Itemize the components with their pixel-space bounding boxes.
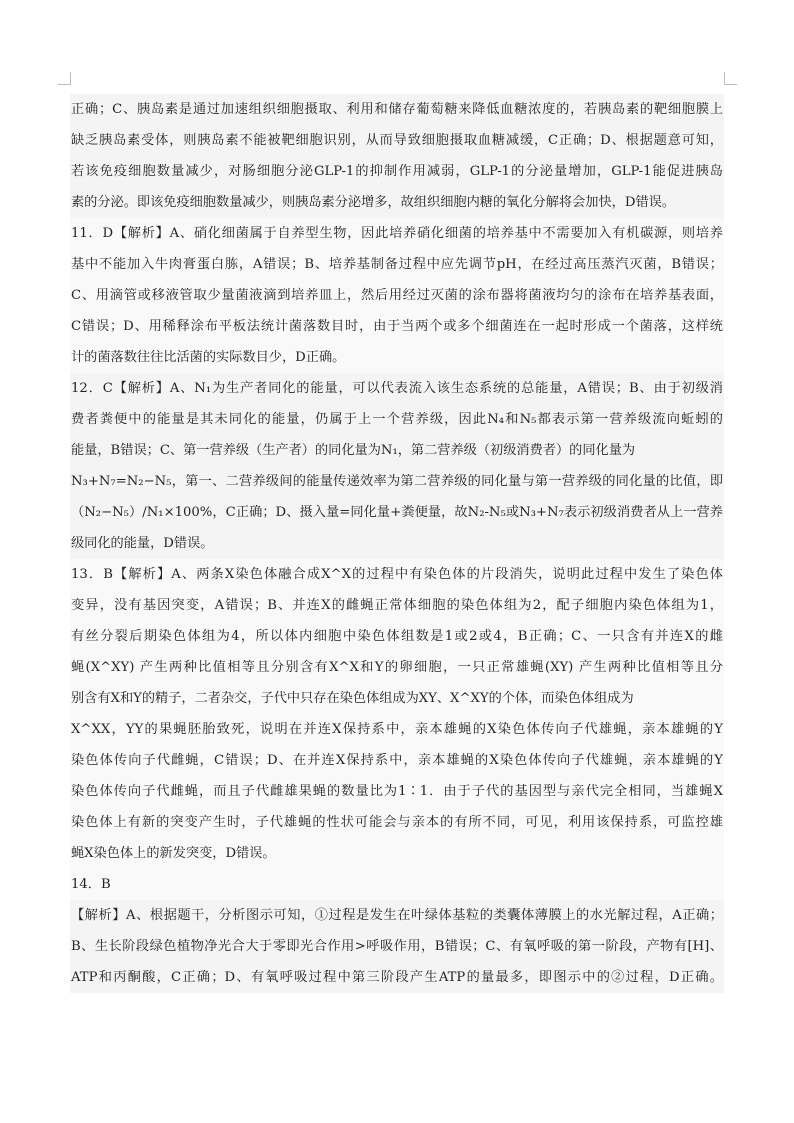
text-line: 能量，B错误；C、第一营养级（生产者）的同化量为N₁，第二营养级（初级消费者）的同化量为 [70, 435, 724, 466]
text-line: C错误；D、用稀释涂布平板法统计菌落数目时，由于当两个或多个细菌连在一起时形成一个菌落，这样统 [70, 311, 724, 342]
text-line: 有丝分裂后期染色体组为4，所以体内细胞中染色体组数是1或2或4，B正确；C、一只含有并连X的雌 [70, 621, 724, 652]
text-line: 素的分泌。即该免疫细胞数量减少，则胰岛素分泌增多，故组织细胞内糖的氧化分解将会加快，D错误。 [70, 187, 724, 218]
text-line: 蝇(X^XY) 产生两种比值相等且分别含有X^X和Y的卵细胞，一只正常雄蝇(XY) 产生两种比值相等且分 [70, 652, 724, 683]
crop-mark-top-left [58, 72, 71, 85]
text-line: 染色体传向子代雌蝇，而且子代雌雄果蝇的数量比为1∶1．由于子代的基因型与亲代完全相同，当雄蝇X [70, 776, 724, 807]
text-line: N₃+N₇=N₂−N₅，第一、二营养级间的能量传递效率为第二营养级的同化量与第一营养级的同化量的比值，即 [70, 466, 724, 497]
text-line: 别含有X和Y的精子，二者杂交，子代中只存在染色体组成为XY、X^XY的个体，而染色体组成为 [70, 683, 724, 714]
text-line: 12．C【解析】A、N₁为生产者同化的能量，可以代表流入该生态系统的总能量，A错误；B、由于初级消 [70, 373, 724, 404]
text-line: （N₂−N₅）/N₁×100%，C正确；D、摄入量=同化量+粪便量，故N₂-N₅或N₃+N₇表示初级消费者从上一营养 [70, 497, 724, 528]
text-line: 基中不能加入牛肉膏蛋白胨，A错误；B、培养基制备过程中应先调节pH，在经过高压蒸汽灭菌，B错误； [70, 249, 724, 280]
text-line: X^XX，YY的果蝇胚胎致死，说明在并连X保持系中，亲本雄蝇的X染色体传向子代雄蝇，亲本雄蝇的Y [70, 714, 724, 745]
text-line: 正确；C、胰岛素是通过加速组织细胞摄取、利用和储存葡萄糖来降低血糖浓度的，若胰岛素的靶细胞膜上 [70, 94, 724, 125]
crop-mark-top-right [724, 72, 737, 85]
text-line: B、生长阶段绿色植物净光合大于零即光合作用>呼吸作用，B错误；C、有氧呼吸的第一阶段，产物有[H]、 [70, 931, 724, 962]
text-line: 变异，没有基因突变，A错误；B、并连X的雌蝇正常体细胞的染色体组为2，配子细胞内染色体组为1， [70, 590, 724, 621]
text-line: 染色体上有新的突变产生时，子代雄蝇的性状可能会与亲本的有所不同，可见，利用该保持系，可监控雄 [70, 807, 724, 838]
text-line: 若该免疫细胞数量减少，对肠细胞分泌GLP-1的抑制作用减弱，GLP-1的分泌量增加，GLP-1能促进胰岛 [70, 156, 724, 187]
text-line: 计的菌落数往往比活菌的实际数目少，D正确。 [70, 342, 724, 373]
text-line: 缺乏胰岛素受体，则胰岛素不能被靶细胞识别，从而导致细胞摄取血糖减缓，C正确；D、根据题意可知， [70, 125, 724, 156]
text-line: C、用滴管或移液管取少量菌液滴到培养皿上，然后用经过灭菌的涂布器将菌液均匀的涂布在培养基表面， [70, 280, 724, 311]
text-line: 【解析】A、根据题干，分析图示可知，①过程是发生在叶绿体基粒的类囊体薄膜上的水光解过程，A正确； [70, 900, 724, 931]
text-line: 11．D【解析】A、硝化细菌属于自养型生物，因此培养硝化细菌的培养基中不需要加入有机碳源，则培养 [70, 218, 724, 249]
text-line: 14．B [70, 869, 724, 900]
answer-explanations [70, 94, 724, 993]
text-line: 蝇X染色体上的新发突变，D错误。 [70, 838, 724, 869]
text-line: ATP和丙酮酸，C正确；D、有氧呼吸过程中第三阶段产生ATP的量最多，即图示中的②过程，D正确。 [70, 962, 724, 993]
text-line: 费者粪便中的能量是其未同化的能量，仍属于上一个营养级，因此N₄和N₅都表示第一营养级流向蚯蚓的 [70, 404, 724, 435]
text-line: 级同化的能量，D错误。 [70, 528, 724, 559]
text-line: 13．B【解析】A、两条X染色体融合成X^X的过程中有染色体的片段消失，说明此过程中发生了染色体 [70, 559, 724, 590]
text-line: 染色体传向子代雌蝇，C错误；D、在并连X保持系中，亲本雄蝇的X染色体传向子代雄蝇，亲本雄蝇的Y [70, 745, 724, 776]
